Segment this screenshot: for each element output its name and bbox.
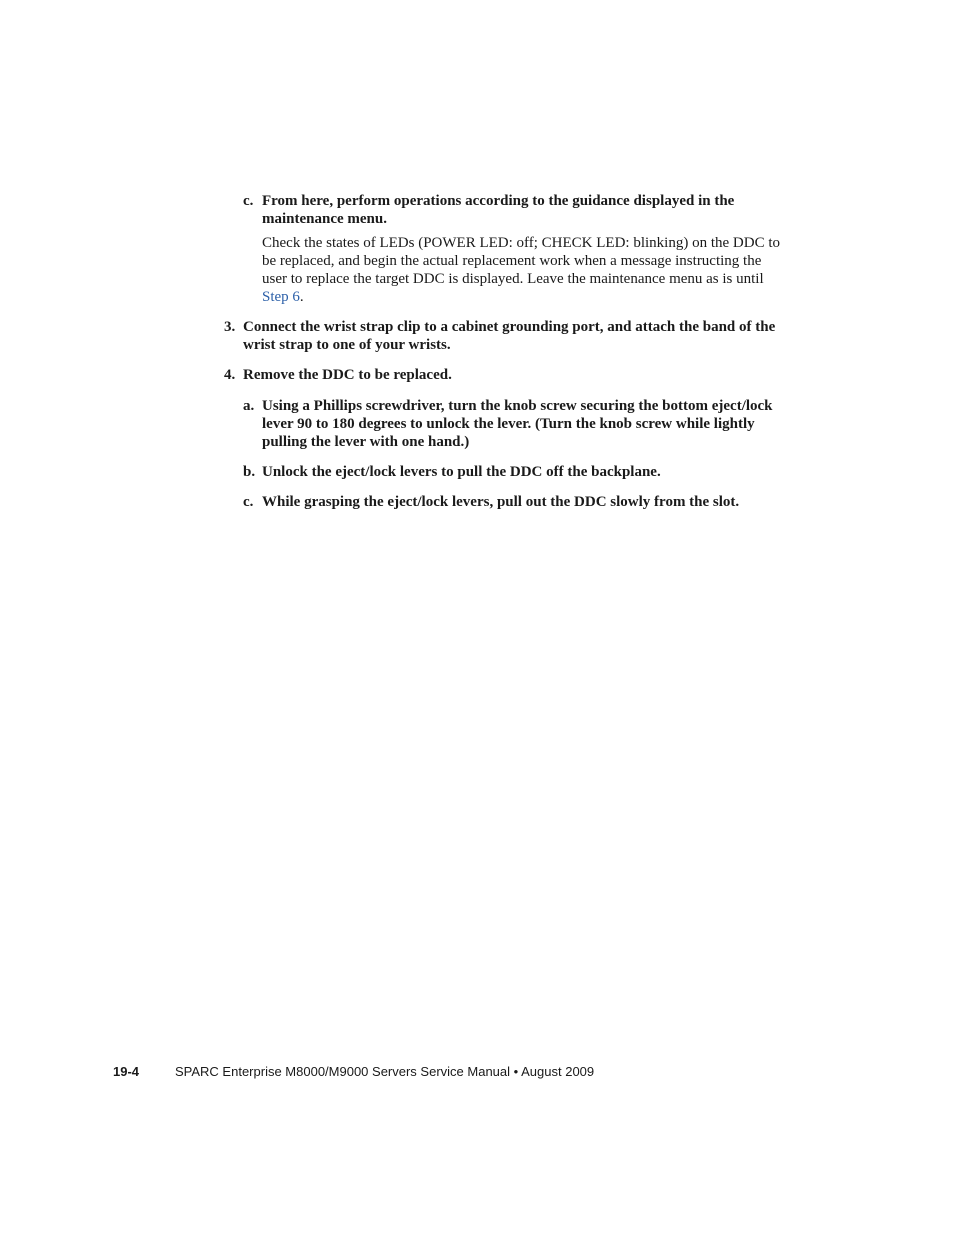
step-3 — [224, 318, 796, 354]
body-text-end: . — [299, 289, 304, 305]
page-footer — [113, 1064, 594, 1080]
step-text: Remove the DDC to be replaced. — [243, 367, 452, 383]
step-text: Connect the wrist strap clip to a cabinet grounding port, and attach the band of the wrist strap to one of your wrists. — [243, 319, 776, 353]
substep-a — [243, 397, 793, 451]
step-number: 4. — [224, 367, 236, 383]
substep-b — [243, 463, 793, 481]
substep-c — [243, 192, 793, 228]
substep-marker: a. — [243, 398, 255, 414]
substep-c-body — [262, 234, 790, 306]
step-4 — [224, 366, 796, 384]
footer-separator: • — [513, 1064, 519, 1079]
substep-text: While grasping the eject/lock levers, pull out the DDC slowly from the slot. — [262, 494, 740, 510]
step-6-link[interactable]: Step 6 — [262, 289, 300, 305]
step-number: 3. — [224, 319, 236, 335]
body-text: Check the states of LEDs (POWER LED: off; CHECK LED: blinking) on the DDC to be replaced, and begin the actual replacement work when a message instructing the user to replace the target DDC is displayed. Leave the maintenance menu as is until — [262, 235, 780, 287]
substep-text: From here, perform operations according to the guidance displayed in the maintenance menu. — [262, 193, 735, 227]
page-number: 19-4 — [113, 1064, 140, 1079]
substep-text: Using a Phillips screwdriver, turn the knob screw securing the bottom eject/lock lever 90 to 180 degrees to unlock the lever. (Turn the knob screw while lightly pulling the lever with one hand.) — [262, 398, 773, 450]
substep-marker: c. — [243, 494, 254, 510]
substep-text: Unlock the eject/lock levers to pull the DDC off the backplane. — [262, 464, 661, 480]
publication-date: August 2009 — [521, 1064, 595, 1079]
substep-marker: b. — [243, 464, 256, 480]
substep-marker: c. — [243, 193, 254, 209]
substep-c-remove — [243, 493, 803, 511]
manual-title: SPARC Enterprise M8000/M9000 Servers Service Manual — [175, 1064, 511, 1079]
